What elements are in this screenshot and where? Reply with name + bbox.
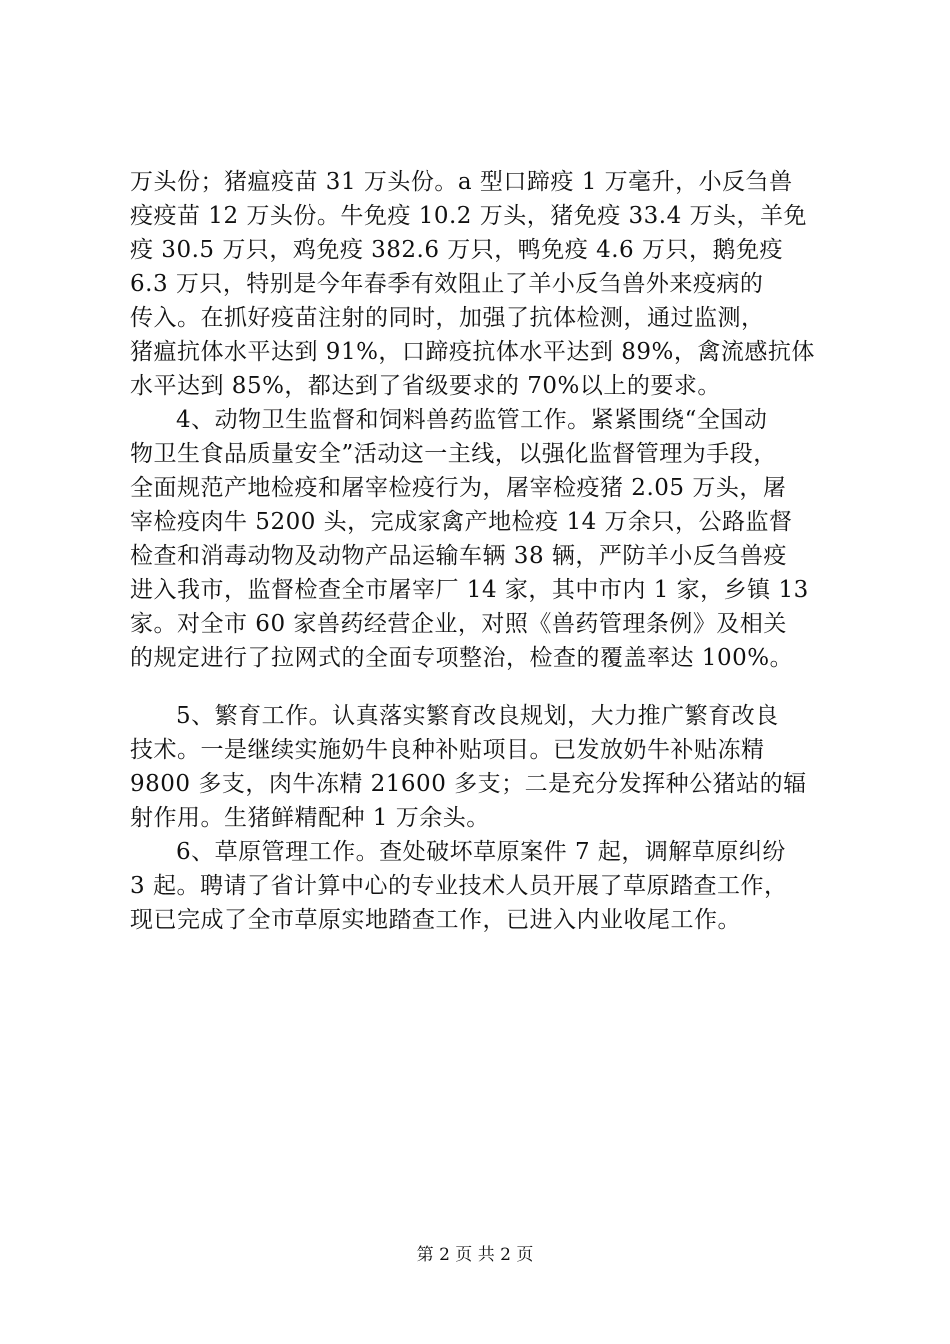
text-line: 宰检疫肉牛 5200 头，完成家禽产地检疫 14 万余只，公路监督 bbox=[130, 509, 793, 535]
text-line: 疫疫苗 12 万头份。牛免疫 10.2 万头，猪免疫 33.4 万头，羊免 bbox=[130, 203, 808, 229]
paragraph-breeding bbox=[130, 699, 830, 835]
document-body bbox=[130, 165, 830, 937]
text-line: 6.3 万只，特别是今年春季有效阻止了羊小反刍兽外来疫病的 bbox=[130, 271, 764, 297]
paragraph-supervision bbox=[130, 403, 830, 675]
text-line: 水平达到 85%，都达到了省级要求的 70%以上的要求。 bbox=[130, 373, 721, 399]
text-line: 物卫生食品质量安全”活动这一主线，以强化监督管理为手段， bbox=[130, 441, 777, 467]
page-footer: 第 2 页 共 2 页 bbox=[416, 1245, 534, 1265]
text-line: 传入。在抓好疫苗注射的同时，加强了抗体检测，通过监测， bbox=[130, 305, 765, 331]
text-line: 全面规范产地检疫和屠宰检疫行为，屠宰检疫猪 2.05 万头，屠 bbox=[130, 475, 787, 501]
text-line: 3 起。聘请了省计算中心的专业技术人员开展了草原踏查工作， bbox=[130, 873, 788, 899]
text-line: 4、动物卫生监督和饲料兽药监管工作。紧紧围绕“全国动 bbox=[176, 407, 768, 433]
text-line: 5、繁育工作。认真落实繁育改良规划，大力推广繁育改良 bbox=[176, 703, 779, 729]
text-line: 9800 多支，肉牛冻精 21600 多支；二是充分发挥种公猪站的辐 bbox=[130, 771, 807, 797]
text-line: 疫 30.5 万只，鸡免疫 382.6 万只，鸭免疫 4.6 万只，鹅免疫 bbox=[130, 237, 783, 263]
paragraph-grassland bbox=[130, 835, 830, 937]
text-line: 技术。一是继续实施奶牛良种补贴项目。已发放奶牛补贴冻精 bbox=[130, 737, 765, 763]
text-line: 万头份；猪瘟疫苗 31 万头份。a 型口蹄疫 1 万毫升，小反刍兽 bbox=[130, 169, 793, 195]
text-line: 现已完成了全市草原实地踏查工作，已进入内业收尾工作。 bbox=[130, 907, 741, 933]
paragraph-vaccination bbox=[130, 165, 830, 403]
text-line: 射作用。生猪鲜精配种 1 万余头。 bbox=[130, 805, 490, 831]
paragraph-gap bbox=[130, 675, 830, 699]
text-line: 检查和消毒动物及动物产品运输车辆 38 辆，严防羊小反刍兽疫 bbox=[130, 543, 787, 569]
text-line: 猪瘟抗体水平达到 91%，口蹄疫抗体水平达到 89%，禽流感抗体 bbox=[130, 339, 815, 365]
text-line: 家。对全市 60 家兽药经营企业，对照《兽药管理条例》及相关 bbox=[130, 611, 787, 637]
text-line: 进入我市，监督检查全市屠宰厂 14 家，其中市内 1 家，乡镇 13 bbox=[130, 577, 809, 603]
text-line: 6、草原管理工作。查处破坏草原案件 7 起，调解草原纠纷 bbox=[176, 839, 786, 865]
text-line: 的规定进行了拉网式的全面专项整治，检查的覆盖率达 100%。 bbox=[130, 645, 794, 671]
